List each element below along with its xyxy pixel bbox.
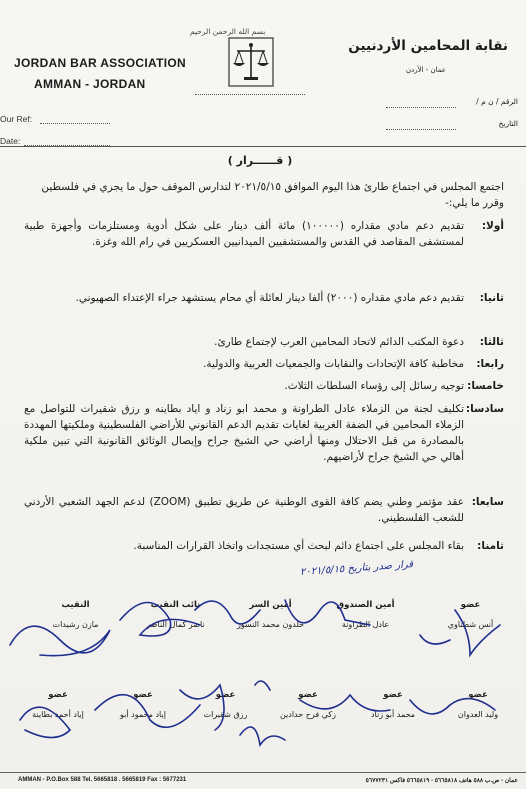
footer-contact-ar: عمان - ص.ب ٥٨٨ هاتف ٥٦٦٥٨١٨ - ٥٦٦٥٨١٩ فاكس ٥٦٧٧٢٣١ [365, 778, 518, 784]
signature-name: رزق شقيرات [203, 710, 248, 719]
org-name-ar: نقابة المحامين الأردنيين [348, 38, 508, 54]
signature-title: عضو [298, 690, 318, 700]
item-key: ثانيا: [479, 292, 504, 304]
scales-of-justice-logo [228, 37, 274, 87]
signature-name: إياد محمود أبو [120, 710, 166, 719]
signature-name: مازن رشيدات [52, 620, 99, 629]
signature-title: عضو [468, 690, 488, 700]
date-label-ar: التاريخ [498, 119, 518, 128]
decision-item-3 [20, 334, 504, 350]
org-name-en: JORDAN BAR ASSOCIATION [14, 56, 186, 70]
signature-name: عادل الطراونة [341, 620, 390, 629]
item-key: سابعا: [471, 496, 504, 508]
our-ref-label: Our Ref: [0, 114, 33, 124]
item-text: بقاء المجلس على اجتماع دائم لبحث أي مستجدات واتخاذ القرارات المناسبة. [133, 540, 464, 552]
decision-item-6 [20, 401, 504, 465]
signature-name: محمد أبو زناد [370, 710, 416, 719]
ref-field-ar [386, 107, 456, 108]
item-text: عقد مؤتمر وطني يضم كافة القوى الوطنية عن طريق تطبيق (ZOOM) لدعم الجهد الشعبي الأردني للشعب الفلسطيني. [24, 496, 464, 524]
signature-name: ناصر كمال الناصر [146, 620, 205, 629]
issued-date-handwritten: قرار صدر بتاريخ ٢٠٢١/٥/١٥ [299, 559, 414, 578]
decision-item-1 [20, 218, 504, 250]
decision-item-4 [20, 356, 504, 372]
decision-item-2 [20, 290, 504, 306]
decision-item-5 [20, 378, 504, 394]
item-text: توجيه رسائل إلى رؤساء السلطات الثلاث. [284, 380, 464, 392]
item-text: تقديم دعم مادي مقداره (٢٠٠٠) ألفا دينار لعائلة أي محام يستشهد جراء الإعتداء الصهيوني. [75, 292, 464, 304]
signature-title: عضو [133, 690, 153, 700]
item-key: ثالثا: [479, 336, 504, 348]
item-key: أولا: [481, 220, 504, 232]
signature-name: إياد أحمد بطاينة [32, 710, 84, 719]
item-text: تقديم دعم مادي مقداره (١٠٠٠٠٠) مائة ألف دينار على شكل أدوية ومستلزمات وأجهزة طبية لمستشفى المقاصد في القدس والمستشفيين الميدانيين العسكريين في رام الله وغزة. [24, 220, 465, 248]
ref-label-ar: الرقم / ن م / [476, 97, 518, 106]
footer-divider [0, 772, 526, 773]
date-field-ar [386, 129, 456, 130]
footer-contact-en: AMMAN - P.O.Box 588 Tel. 5665818 . 5665819 Fax : 5677231 [18, 777, 187, 783]
item-text: مخاطبة كافة الإتحادات والنقابات والجمعيات العربية والدولية. [203, 358, 464, 370]
decision-item-8 [20, 538, 504, 554]
signature-name: زكي فرح حدادين [279, 710, 337, 719]
org-city-ar: عمان - الأردن [405, 66, 446, 74]
header-divider [0, 146, 526, 147]
signature-title: عضو [215, 690, 236, 700]
decision-intro: اجتمع المجلس في اجتماع طارئ هذا اليوم الموافق ٢٠٢١/٥/١٥ لتدارس الموقف حول ما يجري في فلسطين وقرر ما يلي:- [41, 181, 504, 209]
decision-item-7 [20, 494, 504, 526]
handwritten-signatures [0, 580, 526, 770]
signature-title: النقيب [61, 600, 90, 610]
signature-name: خلدون محمد النسور [236, 620, 305, 629]
signature-title: نائب النقيب [150, 600, 201, 610]
decision-title: ( قــــــرار ) [227, 154, 293, 167]
basmala: بسم الله الرحمن الرحيم [190, 27, 266, 36]
item-text: دعوة المكتب الدائم لاتحاد المحامين العرب لإجتماع طارئ. [214, 336, 464, 348]
signature-title: عضو [460, 600, 481, 610]
signature-title: عضو [383, 690, 403, 700]
item-key: خامسا: [467, 380, 504, 392]
item-text: تكليف لجنة من الزملاء عادل الطراونة و محمد ابو زناد و اياد بطاينه و رزق شقيرات للتواصل مع الزملاء المحامين في الضفة الغربية لغايات تقديم الدعم القانوني للأراضي الفلسطينية وملكيتها المهددة بالمصادرة من قبل الاحتلال ومنها أراضي حي الشيخ جراح وإيصال الوثائق القانونية التي تبين ملكية أهالي حي الشيخ جراح لأراضيهم. [24, 403, 464, 463]
item-key: رابعا: [476, 358, 504, 370]
signature-title: أمين الصندوق [336, 600, 395, 610]
signature-title: أمين السر [249, 600, 292, 610]
header-blank-line [195, 94, 305, 95]
our-ref-field [40, 123, 110, 124]
org-city-en: AMMAN - JORDAN [34, 77, 146, 91]
item-key: ثامنا: [477, 540, 504, 552]
signature-name: أنس شطناوي [447, 620, 494, 629]
date-label: Date: [0, 136, 21, 146]
item-key: سادسا: [465, 403, 504, 415]
signature-name: وليد العدوان [457, 710, 499, 719]
signature-title: عضو [48, 690, 68, 700]
